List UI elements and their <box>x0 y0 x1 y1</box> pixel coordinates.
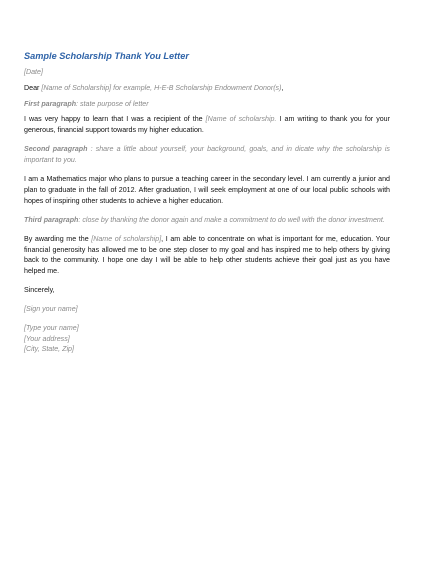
first-paragraph-label: First paragraph <box>24 99 77 108</box>
third-paragraph-placeholder: [Name of scholarship] <box>91 234 162 243</box>
third-paragraph-instruction-text: : close by thanking the donor again and make a commitment to do well with the donor investment. <box>78 215 385 224</box>
closing: Sincerely, <box>24 286 55 295</box>
address-placeholder: [Your address] <box>24 334 70 343</box>
first-paragraph-instruction <box>24 99 390 110</box>
second-paragraph: I am a Mathematics major who plans to pursue a teaching career in the secondary level. I am currently a junior and plan to graduate in the fall of 2012. After graduation, I will seek employment at one of our local public schools with hopes of inspiring other students to achieve a higher education. <box>24 175 390 205</box>
second-paragraph-label: Second paragraph <box>24 145 88 154</box>
date-placeholder: [Date] <box>24 68 43 76</box>
first-paragraph-text-before: I was very happy to learn that I was a recipient of the <box>24 115 206 124</box>
first-paragraph-text-after: I am writing to thank you for your generous, financial support towards my higher education. <box>24 115 390 135</box>
letter-title: Sample Scholarship Thank You Letter <box>24 51 189 61</box>
first-paragraph-placeholder: [Name of scholarship. <box>205 115 277 124</box>
salutation-placeholder: [Name of Scholarship] for example, H-E-B Scholarship Endowment Donor(s) <box>41 83 282 92</box>
third-paragraph-instruction <box>24 215 390 226</box>
third-paragraph <box>24 234 390 278</box>
letter-page <box>24 50 390 355</box>
third-paragraph-text-before: By awarding me the <box>24 234 92 243</box>
salutation-prefix: Dear <box>24 83 42 92</box>
salutation-suffix: , <box>281 83 284 92</box>
city-placeholder: [City, State, Zip] <box>24 345 74 354</box>
first-paragraph-instruction-text: : state purpose of letter <box>76 99 149 108</box>
third-paragraph-label: Third paragraph <box>24 215 79 224</box>
signature-placeholder: [Sign your name] <box>24 305 78 314</box>
first-paragraph <box>24 114 390 136</box>
second-paragraph-instruction-text: : share a little about yourself, your background, goals, and in dicate why the scholarship is important to you. <box>24 145 390 165</box>
name-placeholder: [Type your name] <box>24 323 79 332</box>
second-paragraph-instruction <box>24 144 390 166</box>
salutation <box>24 83 390 94</box>
third-paragraph-text-after: , I am able to concentrate on what is important for me, education. Your financial generosity has allowed me to be one step closer to my goal and has inspired me to help others by giving back to the community. I hope one day I will be able to help other students achieve their goal just as you have helped me. <box>24 234 390 276</box>
